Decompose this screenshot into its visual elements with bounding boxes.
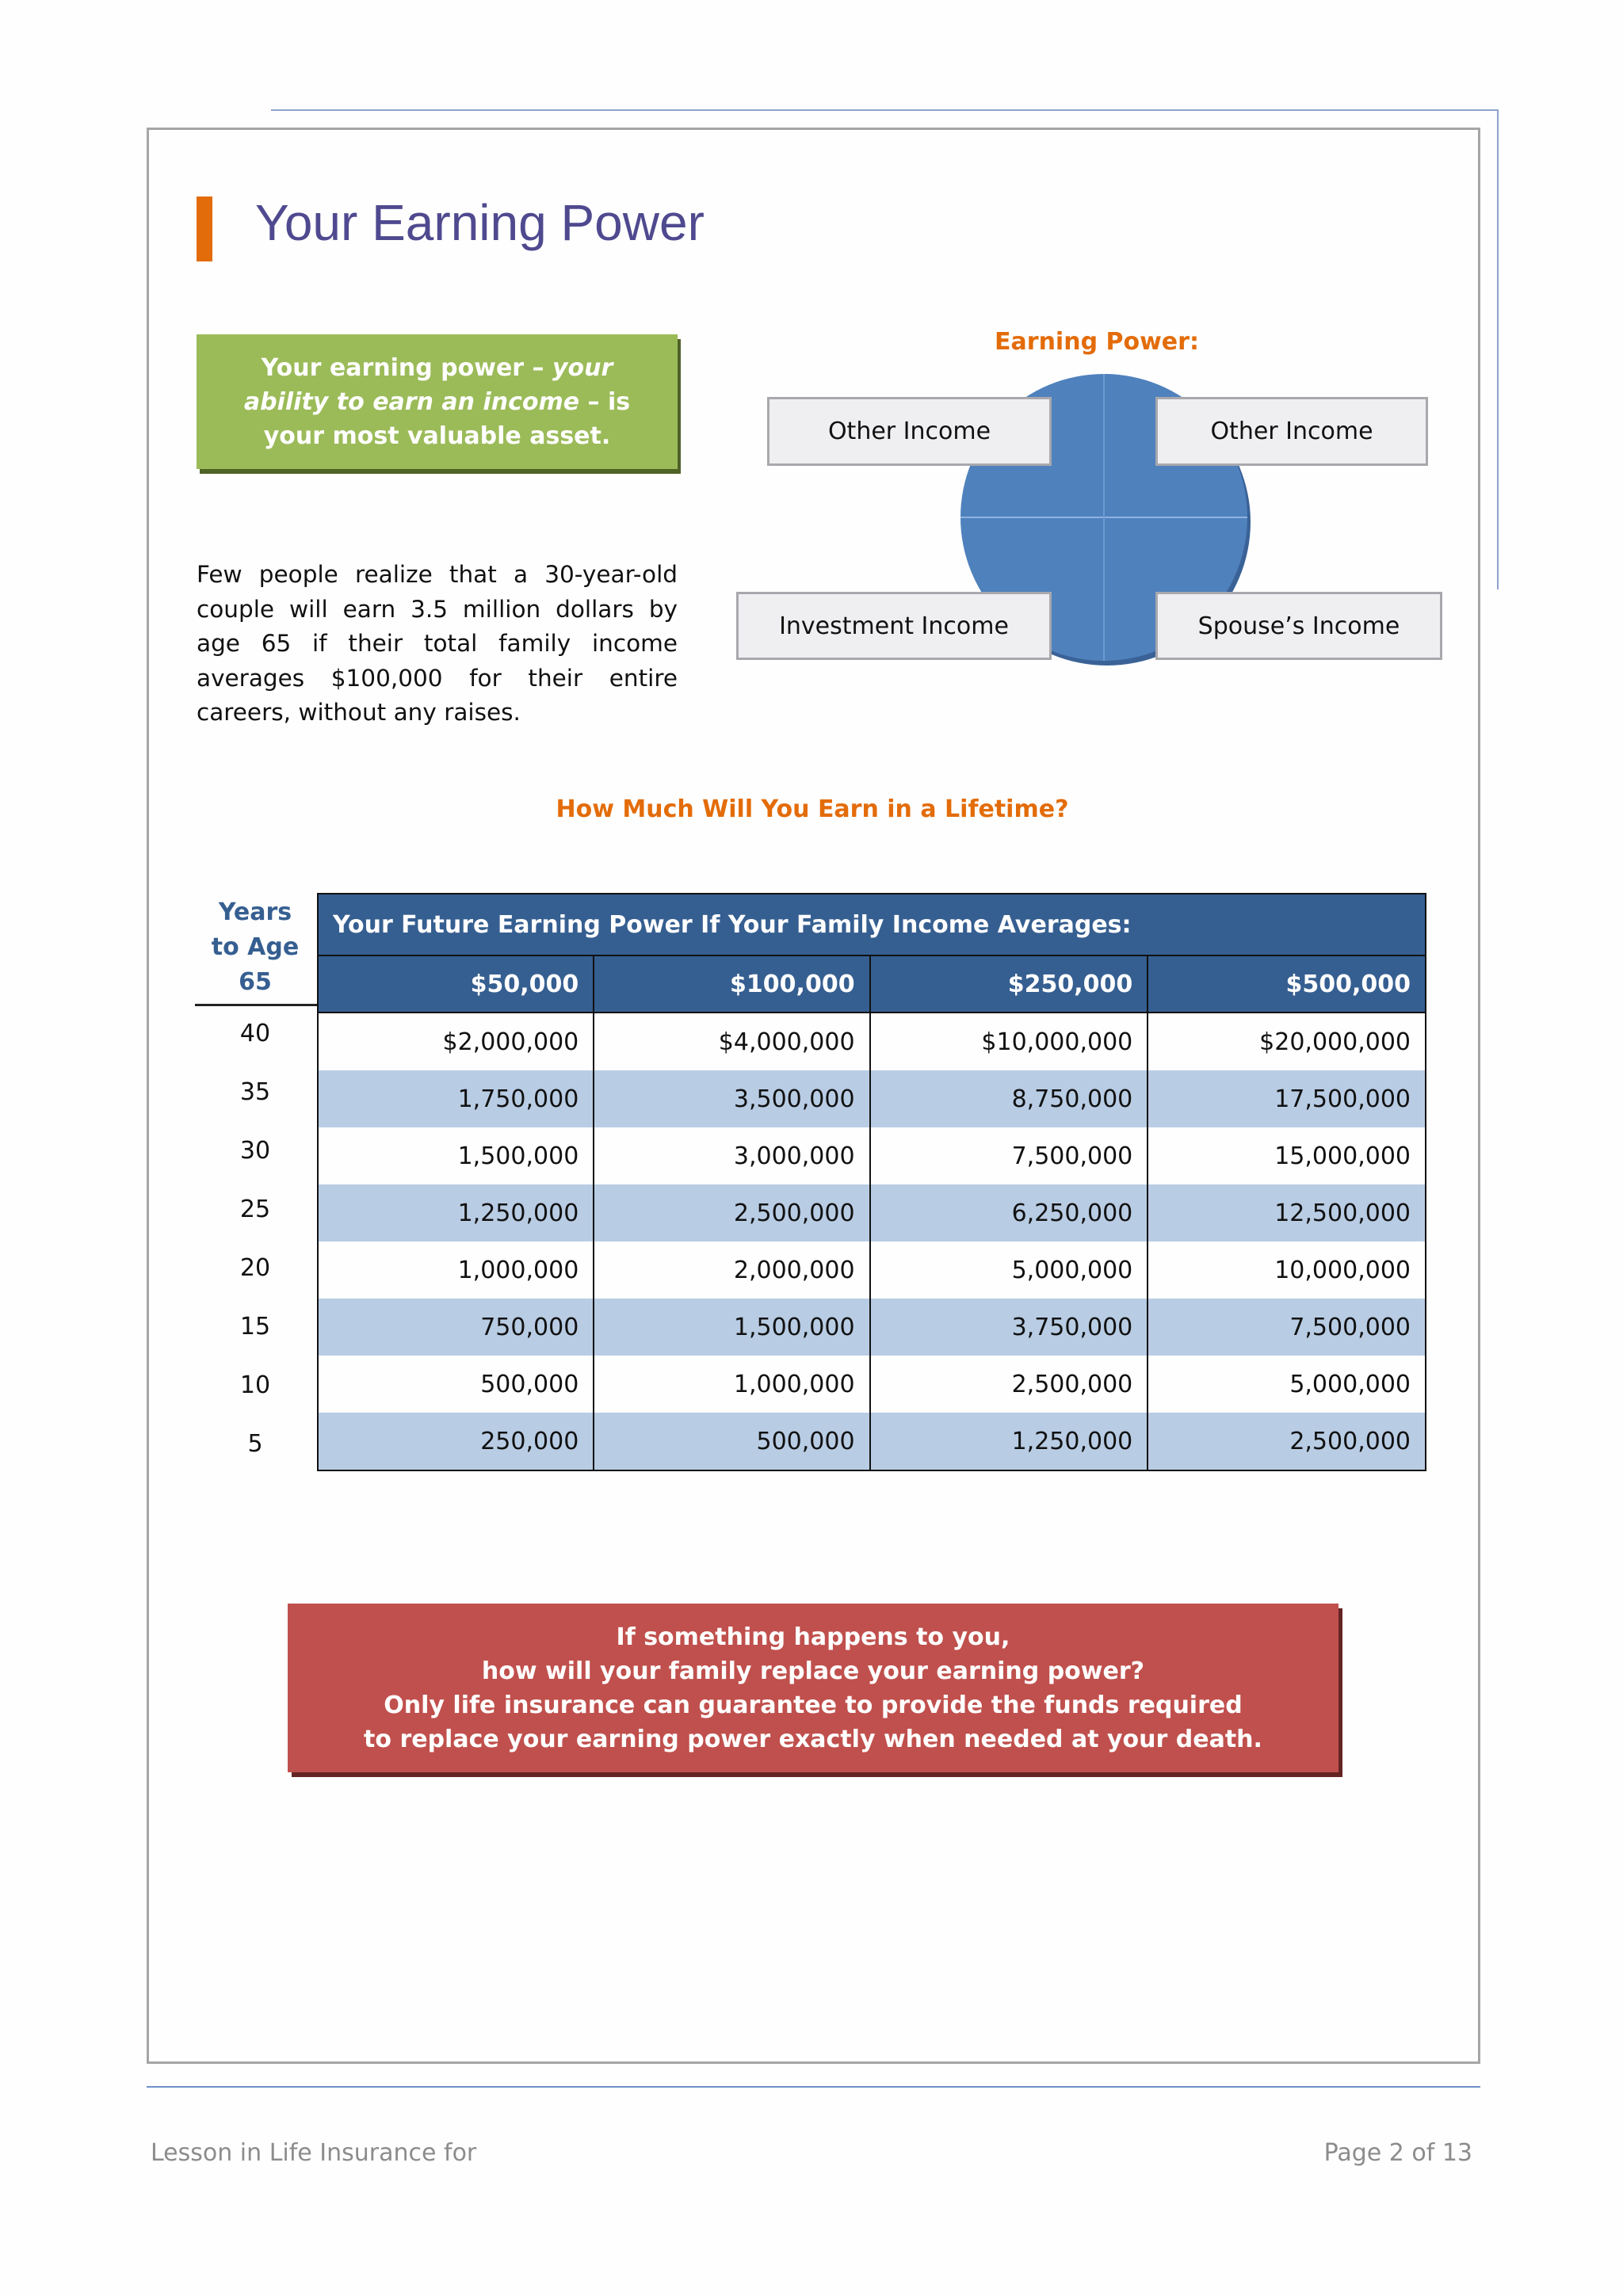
years-cell: 5 <box>247 1430 263 1458</box>
years-header <box>195 895 315 1000</box>
earnings-table <box>317 893 1426 1471</box>
callout-text: – is your most valuable asset. <box>263 387 631 450</box>
table-cell: 500,000 <box>594 1413 869 1470</box>
table-cell: 5,000,000 <box>1148 1356 1426 1413</box>
callout-text: Your earning power – <box>261 353 552 382</box>
warning-line: Only life insurance can guarantee to provide the funds required <box>384 1691 1243 1719</box>
table-cell: $4,000,000 <box>594 1013 869 1070</box>
table-cell: $20,000,000 <box>1148 1013 1426 1070</box>
table-cell: $10,000,000 <box>870 1013 1148 1070</box>
footer-divider <box>147 2086 1480 2088</box>
diagram-label: Earning Power: <box>995 328 1199 356</box>
table-cell: 7,500,000 <box>870 1127 1148 1184</box>
table-cell: 3,000,000 <box>594 1127 869 1184</box>
table-row <box>318 1241 1426 1299</box>
table-cell: 750,000 <box>318 1299 594 1356</box>
table-cell: $2,000,000 <box>318 1013 594 1070</box>
table-cell: 7,500,000 <box>1148 1299 1426 1356</box>
years-cell: 20 <box>239 1254 271 1282</box>
table-cell: 1,750,000 <box>318 1070 594 1127</box>
diagram-box-investment-income: Investment Income <box>736 592 1052 660</box>
intro-paragraph: Few people realize that a 30-year-old couple will earn 3.5 million dollars by age 65 if their total family income averages $100,000 for their entire careers, without any raises. <box>197 561 678 726</box>
years-header-line: 65 <box>239 968 272 996</box>
table-cell: 500,000 <box>318 1356 594 1413</box>
callout-italic: your ability to earn an income <box>243 353 613 416</box>
warning-line: how will your family replace your earning power? <box>481 1657 1145 1685</box>
table-cell: 1,250,000 <box>870 1413 1148 1470</box>
table-row <box>318 1070 1426 1127</box>
table-cell: 6,250,000 <box>870 1184 1148 1241</box>
column-header: $50,000 <box>318 955 594 1013</box>
years-cell: 25 <box>239 1196 271 1223</box>
table-cell: 3,750,000 <box>870 1299 1148 1356</box>
callout-box <box>197 334 678 469</box>
divider <box>195 1004 317 1006</box>
table-cell: 2,500,000 <box>1148 1413 1426 1470</box>
warning-line: If something happens to you, <box>616 1623 1010 1651</box>
table-row <box>318 1299 1426 1356</box>
column-header: $100,000 <box>594 955 869 1013</box>
table-cell: 17,500,000 <box>1148 1070 1426 1127</box>
table-heading: How Much Will You Earn in a Lifetime? <box>556 795 1069 823</box>
table-cell: 1,000,000 <box>594 1356 869 1413</box>
table-cell: 2,500,000 <box>594 1184 869 1241</box>
table-cell: 8,750,000 <box>870 1070 1148 1127</box>
title-accent-bar <box>197 196 212 261</box>
years-header-line: Years <box>218 898 292 926</box>
footer-title: Lesson in Life Insurance for <box>151 2139 477 2167</box>
table-cell: 15,000,000 <box>1148 1127 1426 1184</box>
table-cell: 1,000,000 <box>318 1241 594 1299</box>
table-cell: 10,000,000 <box>1148 1241 1426 1299</box>
diagram-box-other-income: Other Income <box>767 397 1052 466</box>
diagram-box-spouse-income: Spouse’s Income <box>1155 592 1442 660</box>
table-cell: 1,250,000 <box>318 1184 594 1241</box>
table-cell: 1,500,000 <box>594 1299 869 1356</box>
table-cell: 2,500,000 <box>870 1356 1148 1413</box>
decorative-line <box>1497 109 1499 589</box>
table-cell: 1,500,000 <box>318 1127 594 1184</box>
table-row <box>318 1413 1426 1470</box>
table-row <box>318 1356 1426 1413</box>
decorative-line <box>271 109 1499 111</box>
years-cell: 40 <box>239 1020 271 1047</box>
table-cell: 2,000,000 <box>594 1241 869 1299</box>
diagram-box-other-income: Other Income <box>1155 397 1428 466</box>
years-cell: 15 <box>239 1313 271 1341</box>
column-header: $250,000 <box>870 955 1148 1013</box>
table-row <box>318 1127 1426 1184</box>
page-title: Your Earning Power <box>255 194 705 251</box>
table-main-header: Your Future Earning Power If Your Family Income Averages: <box>318 894 1426 955</box>
table-cell: 3,500,000 <box>594 1070 869 1127</box>
table-cell: 5,000,000 <box>870 1241 1148 1299</box>
years-cell: 30 <box>239 1137 271 1165</box>
table-row <box>318 1184 1426 1241</box>
table-row <box>318 1013 1426 1070</box>
table-cell: 250,000 <box>318 1413 594 1470</box>
table-cell: 12,500,000 <box>1148 1184 1426 1241</box>
page-number: Page 2 of 13 <box>1323 2139 1472 2167</box>
warning-line: to replace your earning power exactly when needed at your death. <box>364 1725 1262 1753</box>
years-cell: 35 <box>239 1078 271 1106</box>
years-cell: 10 <box>239 1371 271 1399</box>
warning-box <box>288 1604 1338 1772</box>
years-header-line: to Age <box>211 933 300 961</box>
column-header: $500,000 <box>1148 955 1426 1013</box>
